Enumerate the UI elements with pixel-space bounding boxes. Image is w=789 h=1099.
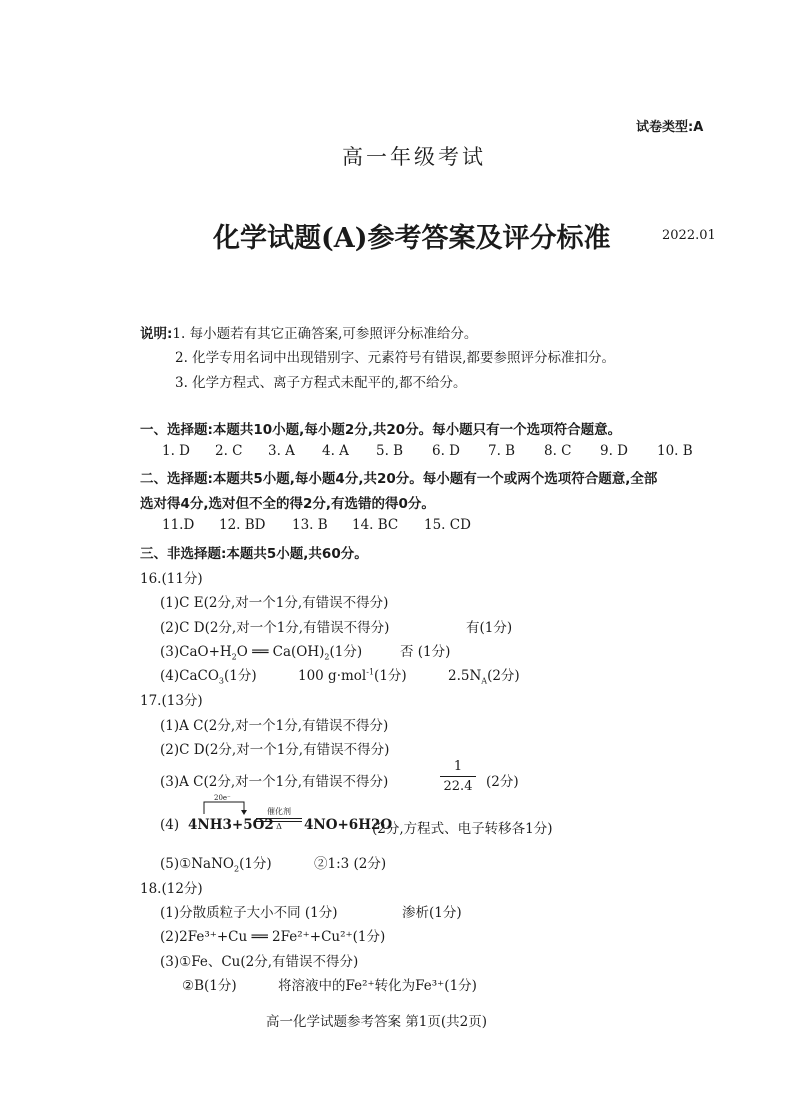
q18-title: 18.(12分): [140, 881, 203, 897]
q16-line: [160, 664, 257, 686]
q16-line: [298, 664, 407, 684]
q17-line: (2)C D(2分,对一个1分,有错误不得分): [160, 742, 390, 758]
q16-line: (2)C D(2分,对一个1分,有错误不得分): [160, 620, 390, 636]
subscript: 2: [324, 652, 330, 662]
q16-line: 否 (1分): [400, 644, 451, 660]
text: (1分): [374, 668, 407, 684]
answer: 6. D: [432, 443, 460, 459]
q16-title: 16.(11分): [140, 571, 203, 587]
subscript: 3: [218, 676, 224, 686]
fraction-bar: [440, 776, 476, 777]
equation-left: 4NH3+5O2: [188, 817, 274, 833]
text: (1分): [224, 668, 257, 684]
text: 100 g·mol: [298, 668, 367, 684]
q17-line: (2分): [486, 774, 519, 790]
text: (3)CaO+H: [160, 644, 232, 660]
q17-line: (3)A C(2分,对一个1分,有错误不得分): [160, 774, 389, 790]
q18-line: (3)①Fe、Cu(2分,有错误不得分): [160, 954, 359, 970]
answer: 2. C: [215, 443, 243, 459]
notes-label: 说明:: [140, 326, 173, 342]
q16-line: (1)C E(2分,对一个1分,有错误不得分): [160, 595, 389, 611]
section2-header-2: 选对得4分,选对但不全的得2分,有选错的得0分。: [140, 496, 435, 512]
q18-line: 渗析(1分): [402, 905, 462, 921]
q18-line: (2)2Fe³⁺+Cu ══ 2Fe²⁺+Cu²⁺(1分): [160, 929, 386, 945]
answer: 7. B: [488, 443, 516, 459]
text: 2.5N: [448, 668, 482, 684]
text: (1分): [239, 856, 272, 872]
exam-title: 高一年级考试: [342, 145, 486, 169]
answer: 13. B: [292, 517, 328, 533]
fraction-denominator: 22.4: [443, 779, 473, 794]
answer: 15. CD: [424, 517, 471, 533]
date: 2022.01: [662, 228, 716, 243]
text: O ══ Ca(OH): [236, 644, 325, 660]
q17-line: [160, 852, 272, 874]
answer: 8. C: [544, 443, 572, 459]
answer: 4. A: [322, 443, 349, 459]
superscript: -1: [366, 667, 375, 677]
q18-line: ②B(1分): [182, 978, 237, 994]
q16-line: 有(1分): [466, 620, 513, 636]
answer: 12. BD: [219, 517, 266, 533]
subscript: 2: [233, 864, 240, 874]
heat-symbol: Δ: [276, 822, 282, 831]
equation-right: 4NO+6H2O: [304, 817, 393, 833]
notes-line-1: [140, 322, 477, 342]
answer: 10. B: [657, 443, 693, 459]
text: (5)①NaNO: [160, 856, 234, 872]
answer: 9. D: [600, 443, 628, 459]
q17-line: (2分,方程式、电子转移各1分): [372, 821, 553, 837]
fraction-numerator: 1: [453, 759, 463, 774]
equals-line: [256, 818, 302, 819]
text: (2分): [487, 668, 520, 684]
equation-condition: [256, 806, 302, 831]
electron-transfer-label: 20e⁻: [214, 794, 231, 802]
q17-title: 17.(13分): [140, 693, 203, 709]
answer: 3. A: [268, 443, 295, 459]
section3-header: 三、非选择题:本题共5小题,共60分。: [140, 546, 368, 562]
answer: 14. BC: [352, 517, 399, 533]
q18-line: (1)分散质粒子大小不同 (1分): [160, 905, 338, 921]
subscript: 2: [231, 652, 237, 662]
note-item: 2. 化学专用名词中出现错别字、元素符号有错误,都要参照评分标准扣分。: [175, 350, 615, 366]
q17-line: (4): [160, 817, 180, 833]
note-item: 1. 每小题若有其它正确答案,可参照评分标准给分。: [172, 326, 478, 342]
answer: 5. B: [376, 443, 404, 459]
text: (1分): [329, 644, 363, 660]
q17-line: ②1:3 (2分): [314, 856, 387, 872]
section2-header: 二、选择题:本题共5小题,每小题4分,共20分。每小题有一个或两个选项符合题意,全部: [140, 471, 658, 487]
q16-line: [448, 664, 520, 686]
text: (4)CaCO: [160, 668, 219, 684]
subscript: A: [481, 676, 488, 686]
fraction: [440, 759, 476, 794]
section1-header: 一、选择题:本题共10小题,每小题2分,共20分。每小题只有一个选项符合题意。: [140, 422, 622, 438]
note-item: 3. 化学方程式、离子方程式未配平的,都不给分。: [175, 375, 467, 391]
answer: 11.D: [162, 517, 195, 533]
catalyst-label: 催化剂: [267, 807, 291, 816]
paper-type: 试卷类型:A: [636, 120, 704, 135]
q17-line: (1)A C(2分,对一个1分,有错误不得分): [160, 718, 389, 734]
q16-line: [160, 640, 362, 662]
page-footer: 高一化学试题参考答案 第1页(共2页): [266, 1014, 488, 1030]
main-title: 化学试题(A)参考答案及评分标准: [213, 223, 611, 254]
q18-line: 将溶液中的Fe²⁺转化为Fe³⁺(1分): [278, 978, 477, 994]
answer: 1. D: [162, 443, 190, 459]
